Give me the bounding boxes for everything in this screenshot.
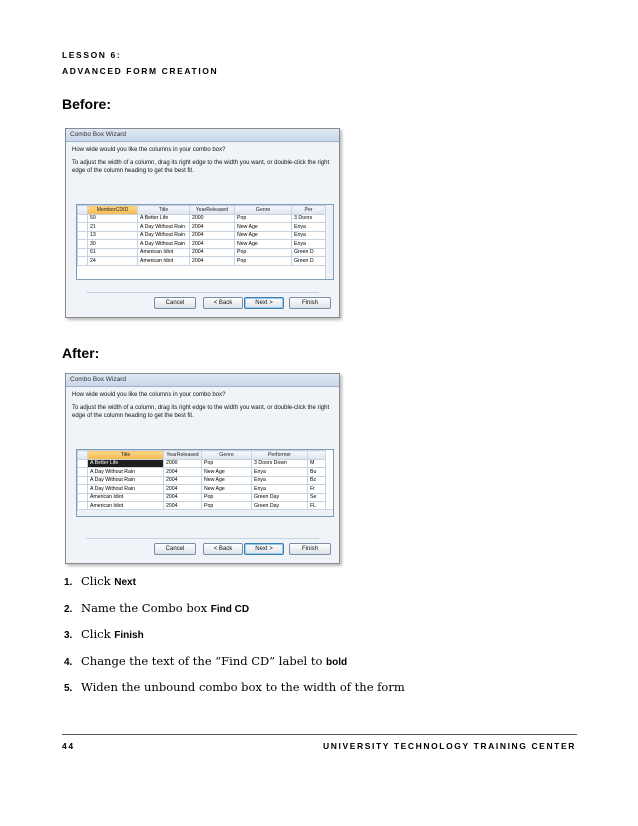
table-cell: 13 — [88, 231, 138, 240]
step-number: 5. — [64, 683, 73, 694]
step-item — [64, 574, 405, 601]
table-cell: Enya — [252, 468, 308, 477]
step-text: Click — [81, 627, 115, 641]
table-cell: Green Day — [252, 493, 308, 502]
table-cell: 2000 — [190, 214, 235, 223]
next-button[interactable]: Next > — [244, 297, 284, 309]
steps-list — [64, 574, 405, 707]
table-row[interactable] — [78, 459, 326, 468]
step-ui-term: Finish — [114, 630, 144, 641]
step-text: Widen the unbound combo box to the width of the form — [81, 680, 405, 694]
table-cell: American Idiot — [88, 502, 164, 511]
back-button[interactable]: < Back — [203, 297, 243, 309]
table-cell: Fr — [308, 485, 326, 494]
cancel-button[interactable]: Cancel — [154, 543, 196, 555]
table-cell: Pop — [202, 459, 252, 468]
table-cell — [78, 257, 88, 266]
table-cell: Enya — [252, 476, 308, 485]
table-cell — [78, 214, 88, 223]
after-instructions: To adjust the width of a column, drag its right edge to the width you want, or double-click the right edge of the column heading to get the best fit. — [72, 405, 330, 419]
page-number: 44 — [62, 741, 75, 751]
table-cell: Green D — [292, 257, 326, 266]
table-cell: Se — [308, 493, 326, 502]
horizontal-scrollbar[interactable] — [77, 509, 333, 516]
table-row[interactable] — [78, 257, 326, 266]
column-header[interactable]: Performer — [252, 451, 308, 460]
table-cell: Enya — [292, 223, 326, 232]
table-cell — [78, 476, 88, 485]
column-header[interactable]: YearReleased — [164, 451, 202, 460]
table-cell: New Age — [202, 485, 252, 494]
table-cell: 61 — [88, 248, 138, 257]
lesson-title: ADVANCED FORM CREATION — [62, 66, 219, 76]
column-header[interactable]: Genre — [235, 206, 292, 215]
table-cell: New Age — [202, 468, 252, 477]
lesson-number: LESSON 6: — [62, 50, 122, 60]
table-cell: 2004 — [164, 468, 202, 477]
table-cell: 24 — [88, 257, 138, 266]
table-cell: Enya — [252, 485, 308, 494]
table-cell: A Day Without Rain — [88, 485, 164, 494]
table-cell: New Age — [235, 231, 292, 240]
before-heading: Before: — [62, 96, 112, 112]
table-row[interactable] — [78, 493, 326, 502]
before-instructions: To adjust the width of a column, drag its right edge to the width you want, or double-click the right edge of the column heading to get the best fit. — [72, 160, 330, 174]
table-cell: Pop — [202, 493, 252, 502]
table-cell: New Age — [235, 240, 292, 249]
step-number: 1. — [64, 577, 73, 588]
table-cell: American Idiot — [138, 257, 190, 266]
table-cell: American Idiot — [138, 248, 190, 257]
table-row[interactable] — [78, 223, 326, 232]
table-row[interactable] — [78, 485, 326, 494]
table-cell — [78, 231, 88, 240]
table-cell: 3 Doors — [292, 214, 326, 223]
step-text: Change the text of the “Find CD” label to — [81, 653, 327, 668]
step-item — [64, 601, 405, 628]
table-cell: 2000 — [164, 459, 202, 468]
table-cell: Enya — [292, 240, 326, 249]
after-wizard-window — [65, 373, 340, 564]
table-cell — [78, 493, 88, 502]
table-cell: Bu — [308, 468, 326, 477]
before-question: How wide would you like the columns in your combo box? — [72, 147, 226, 153]
table-cell: 2004 — [164, 493, 202, 502]
column-header[interactable]: YearReleased — [190, 206, 235, 215]
table-cell — [78, 459, 88, 468]
column-header[interactable]: Title — [138, 206, 190, 215]
table-cell — [78, 485, 88, 494]
table-cell: New Age — [202, 476, 252, 485]
step-text: Click — [81, 574, 115, 588]
table-cell: A Day Without Rain — [138, 223, 190, 232]
divider — [86, 292, 319, 293]
step-ui-term: bold — [326, 656, 348, 668]
table-cell: A Day Without Rain — [88, 476, 164, 485]
step-item — [64, 680, 405, 707]
after-heading: After: — [62, 345, 100, 361]
table-cell: 2004 — [190, 223, 235, 232]
table-cell: Pop — [202, 502, 252, 511]
before-header-row — [78, 206, 326, 215]
table-cell: 2004 — [190, 240, 235, 249]
table-cell — [78, 468, 88, 477]
finish-button[interactable]: Finish — [289, 297, 331, 309]
before-window-title: Combo Box Wizard — [66, 129, 339, 142]
finish-button[interactable]: Finish — [289, 543, 331, 555]
column-header[interactable]: Title — [88, 451, 164, 460]
table-cell: Pop — [235, 248, 292, 257]
table-row[interactable] — [78, 476, 326, 485]
step-number: 2. — [64, 603, 73, 615]
table-cell: Bz — [308, 476, 326, 485]
table-cell — [78, 223, 88, 232]
table-cell: 2004 — [190, 231, 235, 240]
after-header-row — [78, 451, 326, 460]
step-text: Name the Combo box — [81, 600, 211, 615]
step-ui-term: Next — [114, 577, 136, 588]
footer-rule — [62, 734, 577, 735]
table-cell: A Day Without Rain — [88, 468, 164, 477]
table-cell: Green D — [292, 248, 326, 257]
divider — [86, 538, 319, 539]
next-button[interactable]: Next > — [244, 543, 284, 555]
table-cell — [78, 248, 88, 257]
table-cell — [78, 240, 88, 249]
table-cell: 3 Doors Down — [252, 459, 308, 468]
step-item — [64, 627, 405, 654]
table-cell: 21 — [88, 223, 138, 232]
table-cell: 2004 — [164, 476, 202, 485]
column-header[interactable]: MemberCDID — [88, 206, 138, 215]
table-cell: A Better Life — [138, 214, 190, 223]
table-cell: M — [308, 459, 326, 468]
back-button[interactable]: < Back — [203, 543, 243, 555]
table-row[interactable] — [78, 248, 326, 257]
after-question: How wide would you like the columns in your combo box? — [72, 392, 226, 398]
table-cell: A Day Without Rain — [138, 231, 190, 240]
before-wizard-window — [65, 128, 340, 318]
column-header[interactable]: Genre — [202, 451, 252, 460]
table-row[interactable] — [78, 214, 326, 223]
after-column-grid[interactable] — [76, 449, 334, 517]
before-column-grid[interactable] — [76, 204, 334, 280]
cancel-button[interactable]: Cancel — [154, 297, 196, 309]
after-window-title: Combo Box Wizard — [66, 374, 339, 387]
table-cell: 2004 — [190, 257, 235, 266]
table-cell: FL — [308, 502, 326, 511]
table-cell: Green Day — [252, 502, 308, 511]
table-cell: Pop — [235, 214, 292, 223]
step-number: 4. — [64, 656, 73, 668]
table-cell: Pop — [235, 257, 292, 266]
table-cell: 2004 — [190, 248, 235, 257]
column-header[interactable] — [308, 451, 326, 460]
step-ui-term: Find CD — [210, 603, 250, 615]
column-header[interactable] — [78, 451, 88, 460]
table-cell: Enya — [292, 231, 326, 240]
table-cell: American Idiot — [88, 493, 164, 502]
table-cell: 50 — [88, 214, 138, 223]
step-number: 3. — [64, 630, 73, 641]
footer-organization: UNIVERSITY TECHNOLOGY TRAINING CENTER — [323, 741, 576, 751]
column-header[interactable]: Per — [292, 206, 326, 215]
table-cell: 2004 — [164, 502, 202, 511]
table-row[interactable] — [78, 240, 326, 249]
column-header[interactable] — [78, 206, 88, 215]
table-cell: A Better Life — [88, 459, 164, 468]
table-cell: 2004 — [164, 485, 202, 494]
table-row[interactable] — [78, 231, 326, 240]
table-cell: 30 — [88, 240, 138, 249]
table-cell: New Age — [235, 223, 292, 232]
step-item — [64, 654, 405, 681]
table-cell: A Day Without Rain — [138, 240, 190, 249]
table-row[interactable] — [78, 468, 326, 477]
vertical-scrollbar[interactable] — [325, 205, 333, 279]
